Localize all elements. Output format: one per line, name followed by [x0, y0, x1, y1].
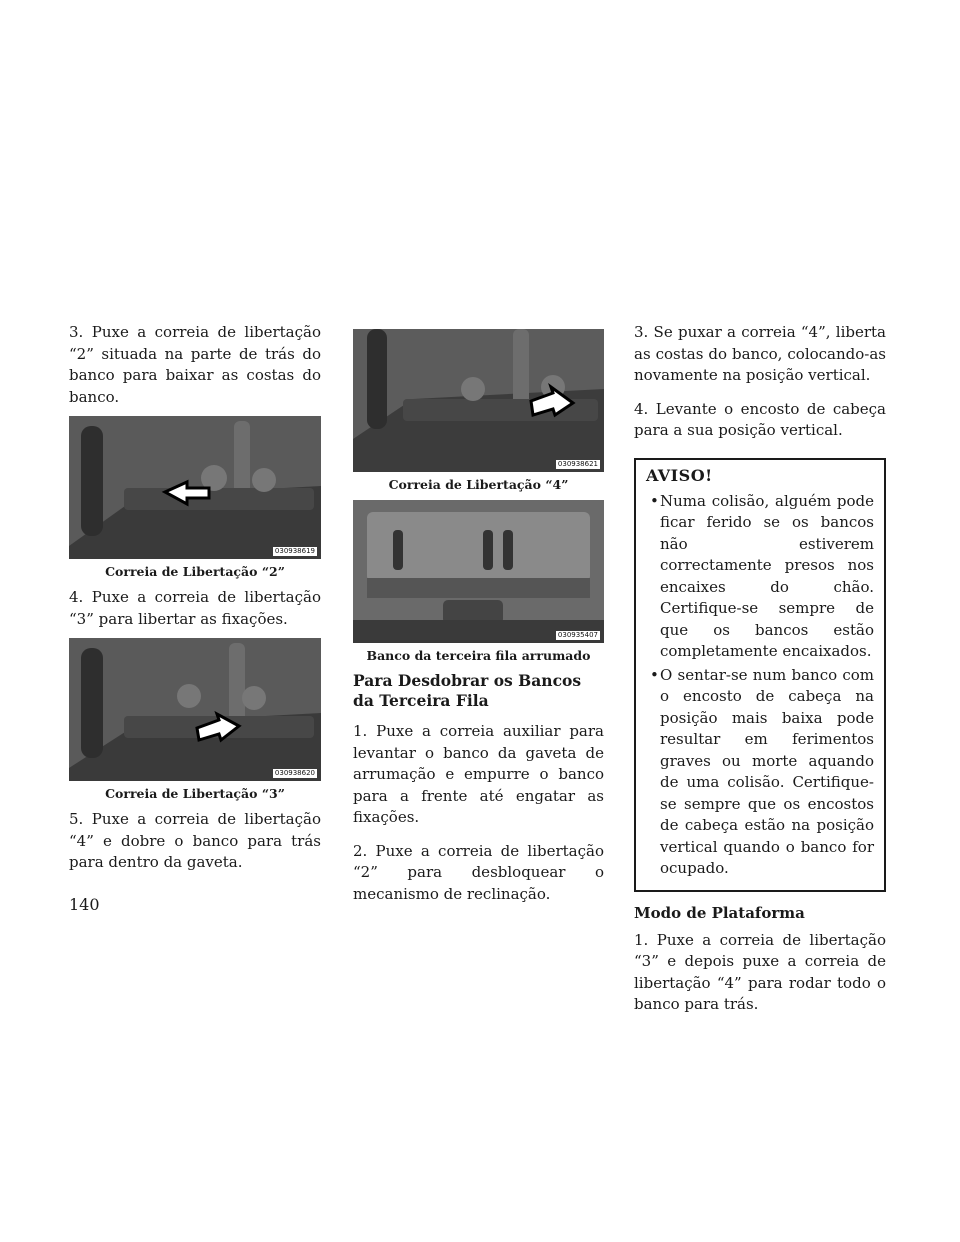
- platform-step-1-text: 1. Puxe a correia de libertação “3” e depois puxe a correia de libertação “4” para rodar todo o banco para trás.: [634, 930, 886, 1013]
- figure-code: 030938621: [557, 460, 598, 468]
- subsection-heading: Modo de Plataforma: [634, 903, 805, 922]
- section-heading: Para Desdobrar os Bancos da Terceira Fila: [353, 671, 582, 710]
- column-middle: [353, 329, 604, 905]
- bullet-icon: •: [650, 491, 659, 510]
- seat-illustration: [353, 329, 604, 472]
- warning-item: [646, 665, 874, 880]
- figure-strap-2: [69, 416, 321, 559]
- step-1-text: 1. Puxe a correia auxiliar para levantar o banco da gaveta de arrumação e empurre o banco para a frente até engatar as fixações.: [353, 722, 604, 826]
- step-2-text: 2. Puxe a correia de libertação “2” para desbloquear o mecanismo de reclinação.: [353, 841, 604, 903]
- seat-illustration: [69, 638, 321, 781]
- step-3-text: 3. Puxe a correia de libertação “2” situada na parte de trás do banco para baixar as costas do banco.: [69, 323, 321, 406]
- step-4-text: 4. Levante o encosto de cabeça para a sua posição vertical.: [634, 399, 886, 439]
- warning-title: AVISO!: [646, 465, 713, 485]
- page-number: 140: [69, 895, 100, 914]
- figure-code: 030938620: [274, 769, 315, 777]
- warning-item-text: O sentar-se num banco com o encosto de cabeça na posição mais baixa pode resultar em ferimentos graves ou morte aquando de uma colisão. Certifique-se sempre que os encostos de cabeça estão na posição vertical quando o banco for ocupado.: [660, 665, 874, 877]
- step-3-text: 3. Se puxar a correia “4”, liberta as costas do banco, colocando-as novamente na posição vertical.: [634, 323, 886, 384]
- figure-stowed-seat: [353, 500, 604, 643]
- warning-box: [634, 458, 886, 892]
- seat-illustration: [69, 416, 321, 559]
- column-left: [69, 322, 321, 874]
- step-5-text: 5. Puxe a correia de libertação “4” e dobre o banco para trás para dentro da gaveta.: [69, 810, 321, 871]
- bullet-icon: •: [650, 665, 659, 684]
- figure-caption: Correia de Libertação “3”: [105, 786, 285, 801]
- seat-illustration: [353, 500, 604, 643]
- figure-code: 030938619: [274, 547, 315, 555]
- figure-caption: Correia de Libertação “2”: [105, 564, 285, 579]
- figure-strap-3: [69, 638, 321, 781]
- warning-item-text: Numa colisão, alguém pode ficar ferido se os bancos não estiverem correctamente presos nos encaixes do chão. Certifique-se sempre de que os bancos estão completamente encaixados.: [660, 491, 874, 660]
- figure-strap-4: [353, 329, 604, 472]
- figure-caption: Correia de Libertação “4”: [388, 477, 569, 492]
- step-4-text: 4. Puxe a correia de libertação “3” para libertar as fixações.: [69, 588, 321, 628]
- figure-caption: Banco da terceira fila arrumado: [366, 648, 591, 663]
- column-right: [634, 322, 886, 1016]
- warning-item: [646, 491, 874, 663]
- warning-list: [646, 491, 874, 880]
- figure-code: 030935407: [557, 631, 598, 639]
